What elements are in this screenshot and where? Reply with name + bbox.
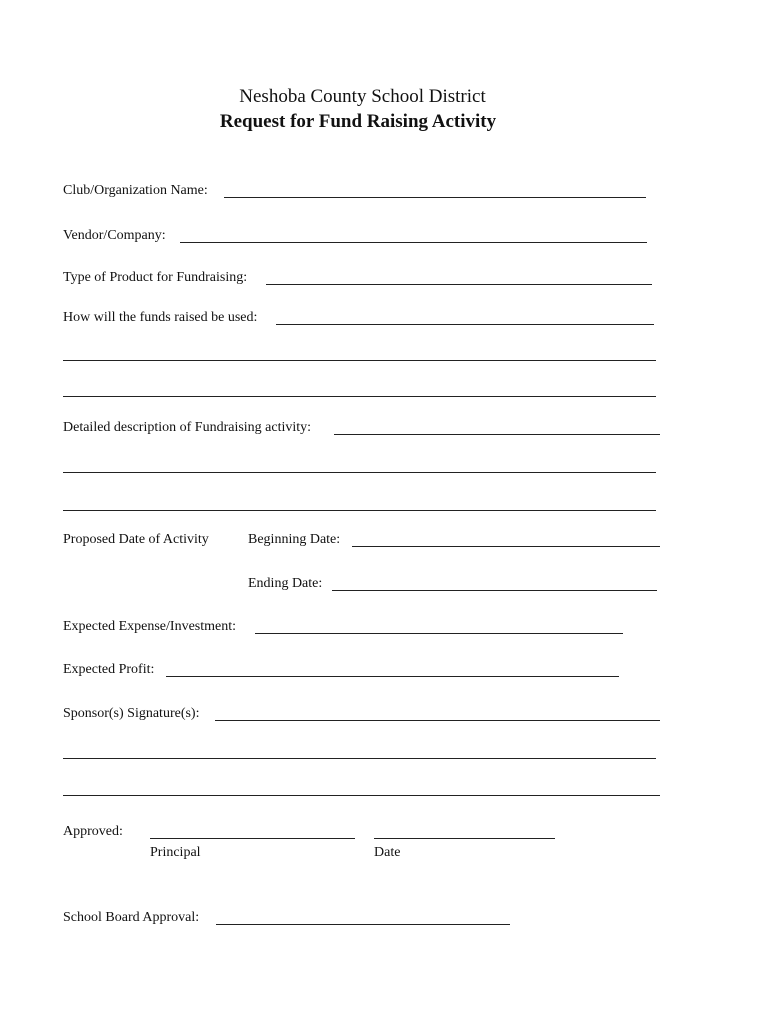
- club-name-field[interactable]: [224, 197, 646, 198]
- school-board-approval-field[interactable]: [216, 924, 510, 925]
- product-type-field[interactable]: [266, 284, 652, 285]
- funds-use-line-3[interactable]: [63, 396, 656, 397]
- product-type-label: Type of Product for Fundraising:: [63, 270, 248, 285]
- description-label: Detailed description of Fundraising activity:: [63, 420, 312, 435]
- principal-signature-field[interactable]: [150, 838, 355, 839]
- ending-date-label: Ending Date:: [248, 576, 323, 591]
- beginning-date-label: Beginning Date:: [248, 532, 341, 547]
- date-label: Date: [374, 845, 401, 860]
- sponsor-signature-line-2[interactable]: [63, 758, 656, 759]
- expected-profit-field[interactable]: [166, 676, 619, 677]
- beginning-date-field[interactable]: [352, 546, 660, 547]
- description-line-2[interactable]: [63, 472, 656, 473]
- ending-date-field[interactable]: [332, 590, 657, 591]
- vendor-field[interactable]: [180, 242, 647, 243]
- proposed-date-label: Proposed Date of Activity: [63, 532, 209, 547]
- club-name-label: Club/Organization Name:: [63, 183, 208, 198]
- description-field[interactable]: [334, 434, 660, 435]
- funds-use-label: How will the funds raised be used:: [63, 310, 258, 325]
- principal-label: Principal: [150, 845, 201, 860]
- vendor-label: Vendor/Company:: [63, 228, 166, 243]
- school-board-approval-label: School Board Approval:: [63, 910, 200, 925]
- district-name: Neshoba County School District: [239, 86, 486, 107]
- sponsor-signature-line-3[interactable]: [63, 795, 660, 796]
- expected-expense-label: Expected Expense/Investment:: [63, 619, 236, 634]
- expected-profit-label: Expected Profit:: [63, 662, 155, 677]
- sponsor-signatures-label: Sponsor(s) Signature(s):: [63, 706, 200, 721]
- funds-use-field[interactable]: [276, 324, 654, 325]
- approved-label: Approved:: [63, 824, 123, 839]
- approval-date-field[interactable]: [374, 838, 555, 839]
- form-title: Request for Fund Raising Activity: [219, 111, 497, 132]
- sponsor-signature-field[interactable]: [215, 720, 660, 721]
- expected-expense-field[interactable]: [255, 633, 623, 634]
- funds-use-line-2[interactable]: [63, 360, 656, 361]
- description-line-3[interactable]: [63, 510, 656, 511]
